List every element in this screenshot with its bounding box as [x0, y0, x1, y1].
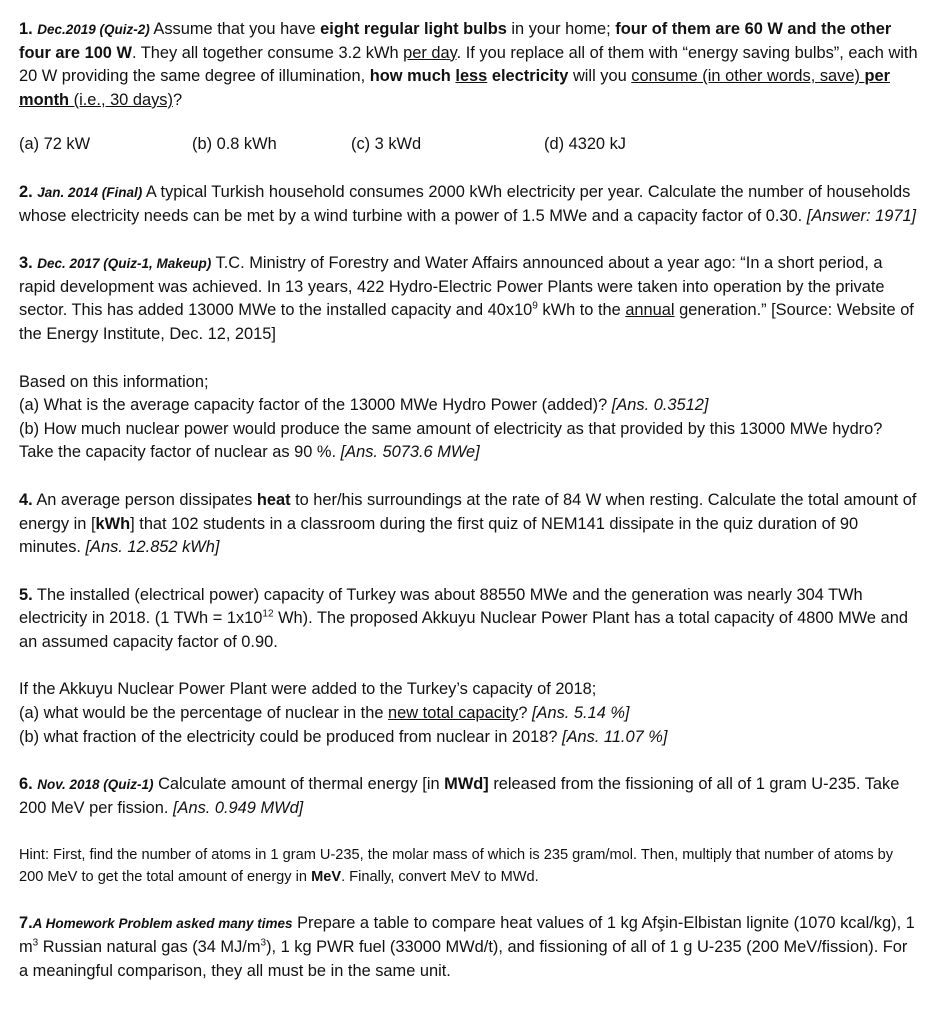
- bold-text: MeV: [311, 869, 342, 886]
- answer: [Answer: 1971]: [806, 206, 917, 225]
- question-number: 5.: [19, 585, 33, 604]
- text: ?: [172, 90, 183, 109]
- choice-c: (c) 3 kWd: [351, 135, 422, 154]
- question-3b: [19, 418, 919, 465]
- text: (a) What is the average capacity factor of the 13000 MWe Hydro Power (added)?: [19, 396, 612, 415]
- answer: [Ans. 0.949 MWd]: [172, 798, 304, 817]
- bold-text: electricity: [487, 67, 569, 86]
- question-5b: [19, 726, 919, 750]
- underlined-text: new total capacity: [388, 704, 519, 723]
- text: ?: [518, 704, 532, 723]
- text: (b) what fraction of the electricity could be produced from nuclear in 2018?: [19, 727, 563, 746]
- text: T.C. Ministry of Forestry and Water Affairs announced about a year ago: “In a short period, a rapid development was achieved. In 13 years, 422 Hydro-Electric Power Plants were taken into operation by the private sector. This has added 13000 MWe to the installed capacity and 40x10: [19, 254, 885, 320]
- text: An average person dissipates: [32, 490, 257, 509]
- text: generation.” [Source: Website of the Energy Institute, Dec. 12, 2015]: [19, 301, 914, 343]
- text: Assume that you have: [149, 20, 321, 38]
- choice-b: (b) 0.8 kWh: [192, 135, 277, 154]
- answer-choices: [19, 133, 919, 157]
- question-4: [19, 489, 919, 560]
- bold-text: kWh: [95, 514, 131, 533]
- answer: [Ans. 5073.6 MWe]: [340, 443, 480, 462]
- bold-text: four of them are 60 W and the other four are 100 W: [19, 20, 892, 62]
- text: Russian natural gas (34 MJ/m: [38, 938, 261, 957]
- question-source: Dec.2019 (Quiz-2): [37, 22, 150, 37]
- underlined-text: annual: [625, 301, 675, 320]
- question-5-intro: If the Akkuyu Nuclear Power Plant were added to the Turkey’s capacity of 2018;: [19, 680, 597, 699]
- document-page: [19, 18, 919, 983]
- bold-underlined-text: less: [455, 67, 488, 86]
- answer: [Ans. 11.07 %]: [562, 727, 668, 746]
- hint: [19, 844, 919, 888]
- text: released from the fissioning of all of 1 gram U-235. Take 200 MeV per fission.: [19, 775, 900, 817]
- bold-text: heat: [256, 490, 291, 509]
- text: . They all together consume 3.2 kWh: [131, 43, 404, 62]
- underlined-text: per day: [403, 43, 457, 62]
- text: will you: [568, 67, 632, 86]
- answer: [Ans. 5.14 %]: [532, 704, 630, 723]
- bold-text: MWd]: [444, 775, 489, 794]
- answer: [Ans. 0.3512]: [611, 396, 709, 415]
- question-source: Dec. 2017 (Quiz-1, Makeup): [37, 256, 212, 272]
- question-2: [19, 181, 919, 228]
- question-source: Nov. 2018 (Quiz-1): [37, 777, 154, 793]
- question-3: [19, 252, 919, 346]
- question-number: 1.: [19, 20, 33, 38]
- question-number: 6.: [19, 775, 33, 794]
- text: . Finally, convert MeV to MWd.: [341, 869, 539, 886]
- text: . If you replace all of them with “energy saving bulbs”, each with 20 W providing the same degree of illumination,: [19, 43, 918, 86]
- question-3a: [19, 394, 919, 418]
- text: Hint: First, find the number of atoms in 1 gram U-235, the molar mass of which is 235 gram/mol. Then, multiply that number of atoms by 200 MeV to get the total amount of energy in: [19, 847, 894, 886]
- question-5: [19, 584, 919, 655]
- text: to her/his surroundings at the rate of 84 W when resting. Calculate the total amount of energy in [: [19, 490, 917, 533]
- question-3-intro: Based on this information;: [19, 372, 209, 391]
- question-number: 3.: [19, 254, 33, 273]
- choice-d: (d) 4320 kJ: [544, 135, 626, 154]
- underlined-text: consume (in other words, save): [631, 67, 865, 86]
- choice-a: (a) 72 kW: [19, 135, 91, 154]
- answer: [Ans. 12.852 kWh]: [85, 538, 220, 557]
- bold-text: how much: [369, 67, 456, 86]
- text: ), 1 kg PWR fuel (33000 MWd/t), and fissioning of all of 1 g U-235 (200 MeV/fission). For a meaningful comparison, they all must be in the same unit.: [19, 938, 908, 980]
- question-number: 2.: [19, 182, 33, 201]
- question-6: [19, 773, 919, 820]
- bold-text: eight regular light bulbs: [320, 20, 507, 38]
- text: The installed (electrical power) capacity of Turkey was about 88550 MWe and the generation was nearly 304 TWh electricity in 2018. (1 TWh = 1x10: [19, 585, 863, 628]
- question-number: 4.: [19, 490, 33, 509]
- superscript: 12: [262, 608, 274, 620]
- text: (a) what would be the percentage of nuclear in the: [19, 704, 389, 723]
- text: Calculate amount of thermal energy [in: [153, 775, 445, 794]
- superscript: 3: [32, 937, 39, 949]
- text: A typical Turkish household consumes 2000 kWh electricity per year. Calculate the number of households whose electricity needs can be met by a wind turbine with a power of 1.5 MWe and a capacity factor of 0.30.: [19, 182, 911, 225]
- question-1: [19, 18, 919, 112]
- text: ] that 102 students in a classroom during the first quiz of NEM141 dissipate in the quiz duration of 90 minutes.: [19, 514, 859, 557]
- text: Prepare a table to compare heat values of 1 kg Afşin-Elbistan lignite (1070 kcal/kg), 1 m: [19, 914, 915, 957]
- bold-underlined-text: per month: [19, 67, 890, 109]
- text: in your home;: [506, 20, 616, 38]
- question-source: A Homework Problem asked many times: [32, 916, 293, 932]
- question-7: [19, 912, 919, 983]
- question-number: 7.: [19, 914, 33, 933]
- question-source: Jan. 2014 (Final): [37, 184, 143, 200]
- text: Wh). The proposed Akkuyu Nuclear Power Plant has a total capacity of 4800 MWe and an assumed capacity factor of 0.90.: [19, 609, 908, 651]
- text: (b) How much nuclear power would produce the same amount of electricity as that provided by this 13000 MWe hydro? Take the capacity factor of nuclear as 90 %.: [19, 419, 883, 462]
- question-5a: [19, 702, 919, 726]
- underlined-text: (i.e., 30 days): [69, 90, 173, 109]
- superscript: 9: [532, 300, 538, 312]
- superscript: 3: [260, 937, 267, 949]
- text: kWh to the: [537, 301, 626, 320]
